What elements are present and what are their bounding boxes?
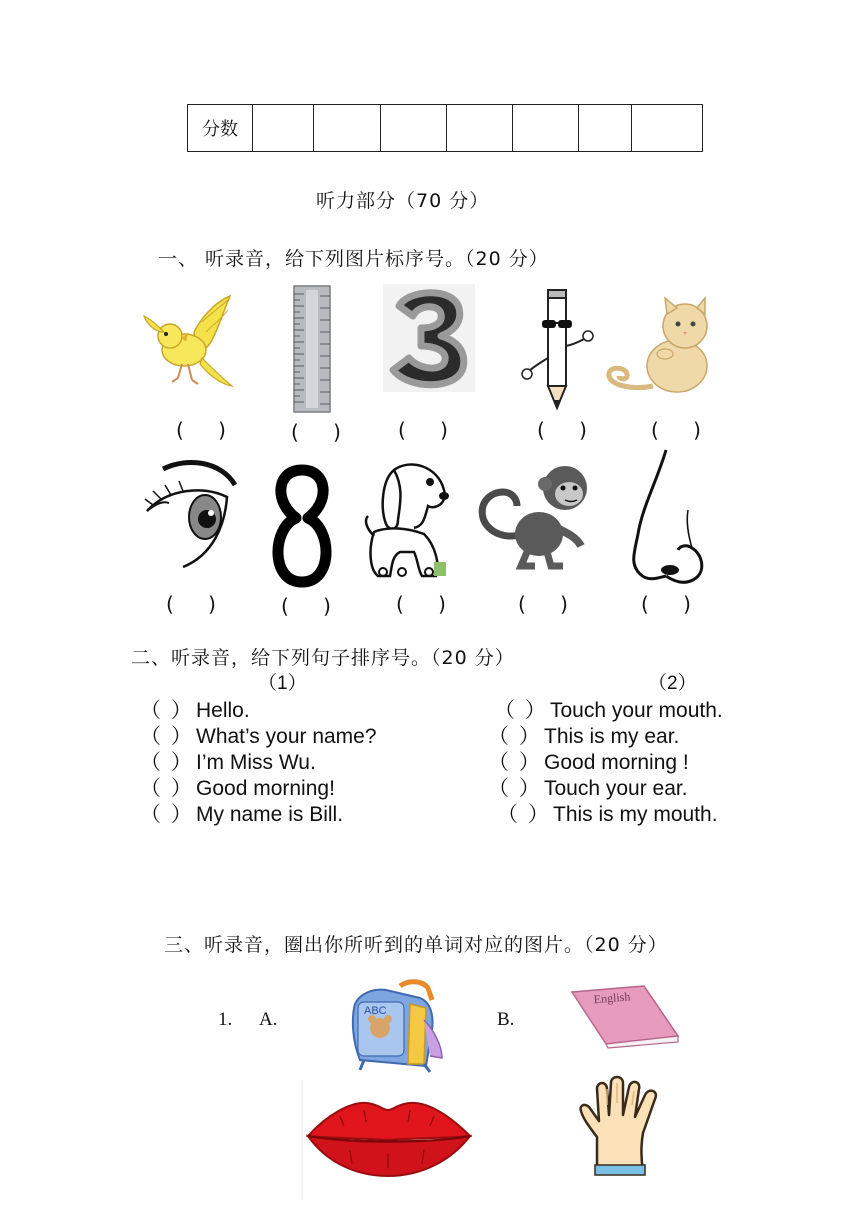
question-number: 1.: [218, 1009, 233, 1030]
book-title: English: [593, 989, 631, 1007]
score-cell: [253, 105, 314, 152]
group2-label: （2）: [648, 673, 697, 694]
bird-icon: [142, 292, 237, 390]
cat-icon: [605, 296, 711, 398]
option-b-label[interactable]: B.: [497, 1009, 515, 1030]
section1-title: 一、 听录音，给下列图片标序号。（20 分）: [158, 248, 549, 270]
option-a-label[interactable]: A.: [259, 1009, 278, 1030]
score-cell: [632, 105, 703, 152]
answer-blank[interactable]: ( ): [518, 592, 582, 616]
pencil-icon: [520, 288, 596, 412]
svg-text:ABC: ABC: [364, 1005, 387, 1017]
answer-blank[interactable]: ( ): [281, 594, 345, 618]
ruler-icon: [292, 284, 332, 414]
answer-blank[interactable]: ( ): [291, 420, 355, 444]
section3-title: 三、听录音，圈出你所听到的单词对应的图片。（20 分）: [164, 934, 668, 956]
answer-blank[interactable]: ( ): [398, 418, 462, 442]
score-cell: [579, 105, 632, 152]
sentence-item: （ ） My name is Bill.: [140, 803, 344, 826]
monkey-icon: [477, 462, 595, 572]
answer-blank[interactable]: ( ): [166, 592, 230, 616]
nose-icon: [626, 448, 708, 592]
sentence-item: （ ） This is my ear.: [488, 725, 680, 748]
section2-title: 二、听录音，给下列句子排序号。（20 分）: [131, 647, 515, 669]
answer-blank[interactable]: ( ): [176, 418, 240, 442]
answer-blank[interactable]: ( ): [396, 592, 460, 616]
score-cell: [513, 105, 579, 152]
number-three-icon: [383, 284, 475, 392]
number-eight-icon: [266, 462, 338, 590]
score-label: 分数: [188, 105, 253, 152]
eye-icon: [143, 455, 238, 575]
answer-blank[interactable]: ( ): [537, 418, 601, 442]
score-table: [187, 104, 703, 152]
sentence-item: （ ） Hello.: [140, 699, 250, 722]
score-cell: [447, 105, 513, 152]
score-cell: [314, 105, 381, 152]
group1-label: （1）: [258, 673, 307, 694]
backpack-icon[interactable]: [350, 980, 444, 1072]
answer-blank[interactable]: ( ): [651, 418, 715, 442]
sentence-item: （ ） Touch your ear.: [488, 777, 688, 800]
sentence-item: （ ） Good morning!: [140, 777, 335, 800]
score-cell: [381, 105, 447, 152]
sentence-item: （ ） Touch your mouth.: [494, 699, 723, 722]
dog-icon: [364, 460, 450, 582]
sentence-item: （ ） I’m Miss Wu.: [140, 751, 316, 774]
hand-icon[interactable]: [577, 1075, 673, 1177]
sentence-item: （ ） Good morning !: [488, 751, 689, 774]
sentence-item: （ ） What’s your name?: [140, 725, 377, 748]
book-icon[interactable]: [570, 984, 680, 1050]
lips-icon[interactable]: [300, 1080, 474, 1200]
listening-title: 听力部分（70 分）: [316, 190, 490, 212]
answer-blank[interactable]: ( ): [641, 592, 705, 616]
sentence-item: （ ） This is my mouth.: [497, 803, 718, 826]
